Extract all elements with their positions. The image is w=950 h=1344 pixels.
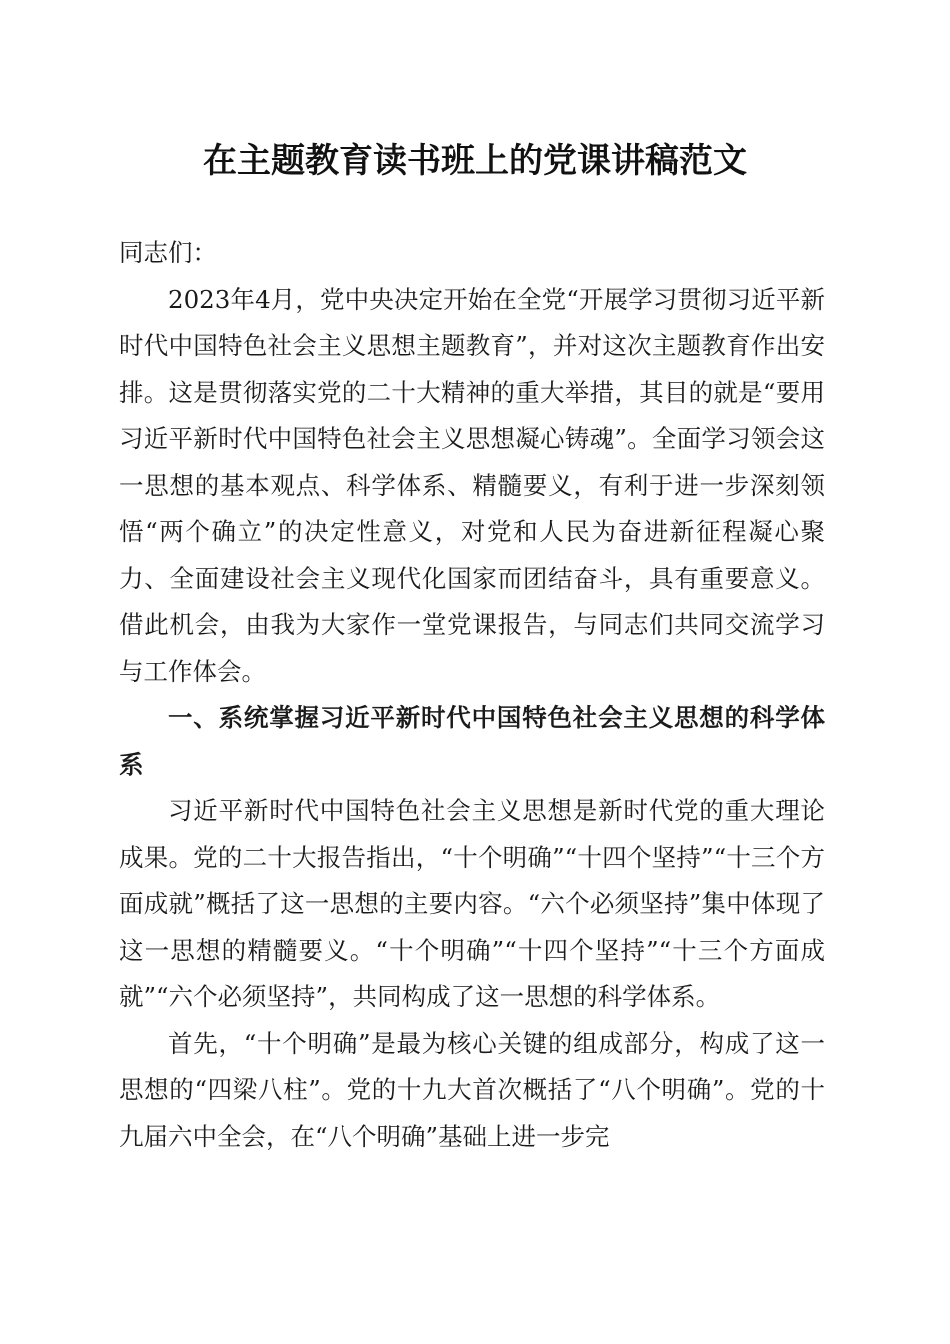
salutation: 同志们：	[119, 238, 217, 267]
document-title: 在主题教育读书班上的党课讲稿范文	[203, 141, 747, 181]
section-heading: 一、系统掌握习近平新时代中国特色社会主义思想的科学体系	[119, 703, 825, 779]
document-body	[119, 230, 825, 1160]
body-paragraph: 习近平新时代中国特色社会主义思想是新时代党的重大理论成果。党的二十大报告指出，“十个明确”“十四个坚持”“十三个方面成就”概括了这一思想的主要内容。“六个必须坚持”集中体现了这一思想的精髓要义。“十个明确”“十四个坚持”“十三个方面成就”“六个必须坚持”，共同构成了这一思想的科学体系。	[119, 796, 825, 1011]
body-paragraph: 首先，“十个明确”是最为核心关键的组成部分，构成了这一思想的“四梁八柱”。党的十九大首次概括了“八个明确”。党的十九届六中全会，在“八个明确”基础上进一步完	[119, 1028, 825, 1151]
intro-paragraph: 2023年4月，党中央决定开始在全党“开展学习贯彻习近平新时代中国特色社会主义思想主题教育”，并对这次主题教育作出安排。这是贯彻落实党的二十大精神的重大举措，其目的就是“要用习近平新时代中国特色社会主义思想凝心铸魂”。全面学习领会这一思想的基本观点、科学体系、精髓要义，有利于进一步深刻领悟“两个确立”的决定性意义，对党和人民为奋进新征程凝心聚力、全面建设社会主义现代化国家而团结奋斗，具有重要意义。借此机会，由我为大家作一堂党课报告，与同志们共同交流学习与工作体会。	[119, 284, 825, 686]
